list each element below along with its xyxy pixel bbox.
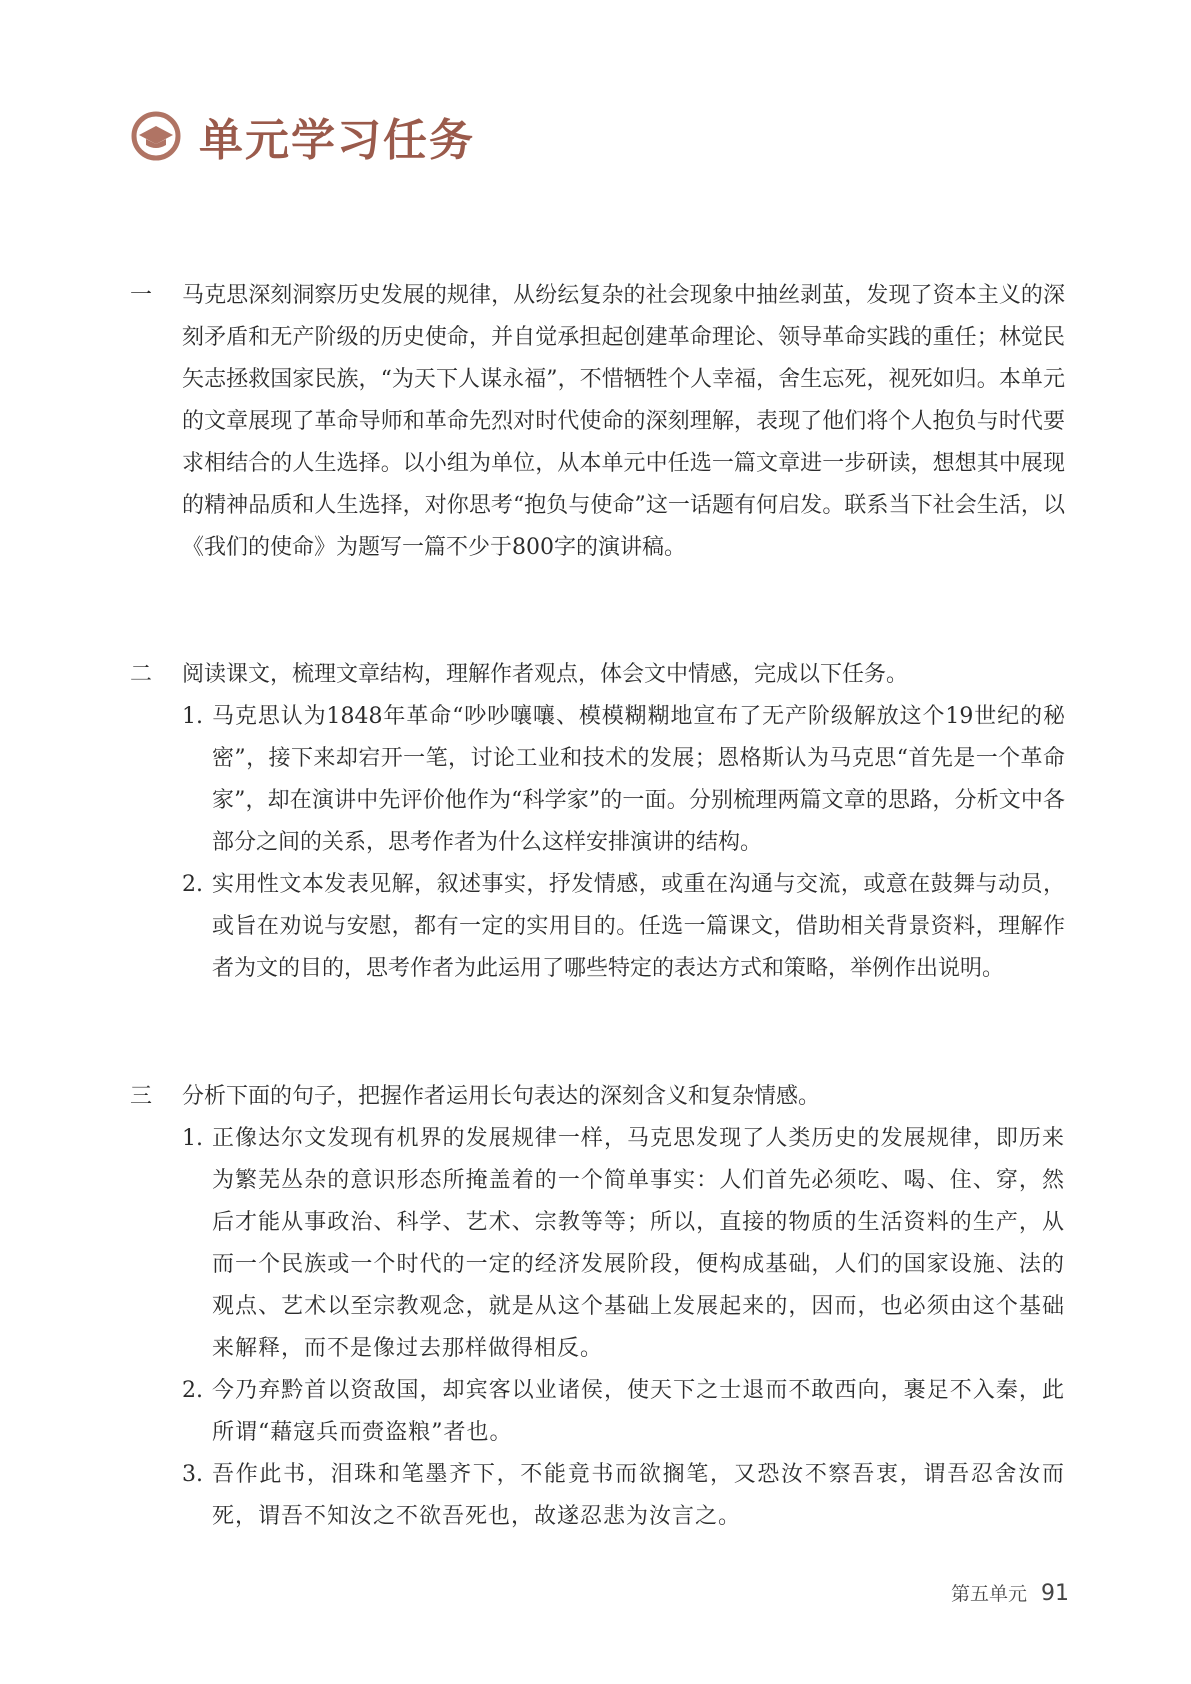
item-text: 实用性文本发表见解，叙述事实，抒发情感，或重在沟通与交流，或意在鼓舞与动员，或旨在劝说与安慰，都有一定的实用目的。任选一篇课文，借助相关背景资料，理解作者为文的目的，思考作者为此运用了哪些特定的表达方式和策略，举例作出说明。: [212, 872, 1065, 981]
page-number: 91: [1041, 1581, 1069, 1606]
list-item: [182, 696, 1065, 864]
item-number: 3.: [182, 1462, 203, 1487]
quoted-sentence: 吾作此书，泪珠和笔墨齐下，不能竟书而欲搁笔，又恐汝不察吾衷，谓吾忍舍汝而死，谓吾不知汝之不欲吾死也，故遂忍悲为汝言之。: [212, 1462, 1065, 1529]
section-number: 二: [130, 662, 153, 687]
section-body: 分析下面的句子，把握作者运用长句表达的深刻含义和复杂情感。: [182, 1084, 821, 1109]
list-item: [182, 1118, 1065, 1370]
task-section-2: [130, 654, 1065, 990]
page-header: [131, 104, 475, 168]
unit-label: 第五单元: [950, 1583, 1027, 1605]
list-item: [182, 864, 1065, 990]
item-number: 1.: [182, 704, 203, 729]
item-text: 马克思认为1848年革命“吵吵嚷嚷、模模糊糊地宣布了无产阶级解放这个19世纪的秘密”，接下来却宕开一笔，讨论工业和技术的发展；恩格斯认为马克思“首先是一个革命家”，却在演讲中先评价他作为“科学家”的一面。分别梳理两篇文章的思路，分析文中各部分之间的关系，思考作者为什么这样安排演讲的结构。: [212, 704, 1065, 855]
section-body: 马克思深刻洞察历史发展的规律，从纷纭复杂的社会现象中抽丝剥茧，发现了资本主义的深刻矛盾和无产阶级的历史使命，并自觉承担起创建革命理论、领导革命实践的重任；林觉民矢志拯救国家民族，“为天下人谋永福”，不惜牺牲个人幸福，舍生忘死，视死如归。本单元的文章展现了革命导师和革命先烈对时代使命的深刻理解，表现了他们将个人抱负与时代要求相结合的人生选择。以小组为单位，从本单元中任选一篇文章进一步研读，想想其中展现的精神品质和人生选择，对你思考“抱负与使命”这一话题有何启发。联系当下社会生活，以《我们的使命》为题写一篇不少于800字的演讲稿。: [182, 283, 1065, 560]
graduation-cap-icon: [131, 111, 181, 161]
list-item: [182, 1370, 1065, 1454]
section-number: 一: [130, 283, 153, 308]
item-number: 2.: [182, 872, 203, 897]
task-section-1: [130, 275, 1065, 569]
page-title: 单元学习任务: [199, 115, 475, 166]
page-footer: [951, 1579, 1069, 1606]
item-number: 2.: [182, 1378, 203, 1403]
quoted-sentence: 正像达尔文发现有机界的发展规律一样，马克思发现了人类历史的发展规律，即历来为繁芜丛杂的意识形态所掩盖着的一个简单事实：人们首先必须吃、喝、住、穿，然后才能从事政治、科学、艺术、宗教等等；所以，直接的物质的生活资料的生产，从而一个民族或一个时代的一定的经济发展阶段，便构成基础，人们的国家设施、法的观点、艺术以至宗教观念，就是从这个基础上发展起来的，因而，也必须由这个基础来解释，而不是像过去那样做得相反。: [212, 1126, 1065, 1361]
list-item: [182, 1454, 1065, 1538]
task-section-3: [130, 1076, 1065, 1538]
quoted-sentence: 今乃弃黔首以资敌国，却宾客以业诸侯，使天下之士退而不敢西向，裹足不入秦，此所谓“藉寇兵而赍盗粮”者也。: [212, 1378, 1065, 1445]
item-number: 1.: [182, 1126, 203, 1151]
section-number: 三: [130, 1084, 153, 1109]
section-body: 阅读课文，梳理文章结构，理解作者观点，体会文中情感，完成以下任务。: [182, 662, 909, 687]
